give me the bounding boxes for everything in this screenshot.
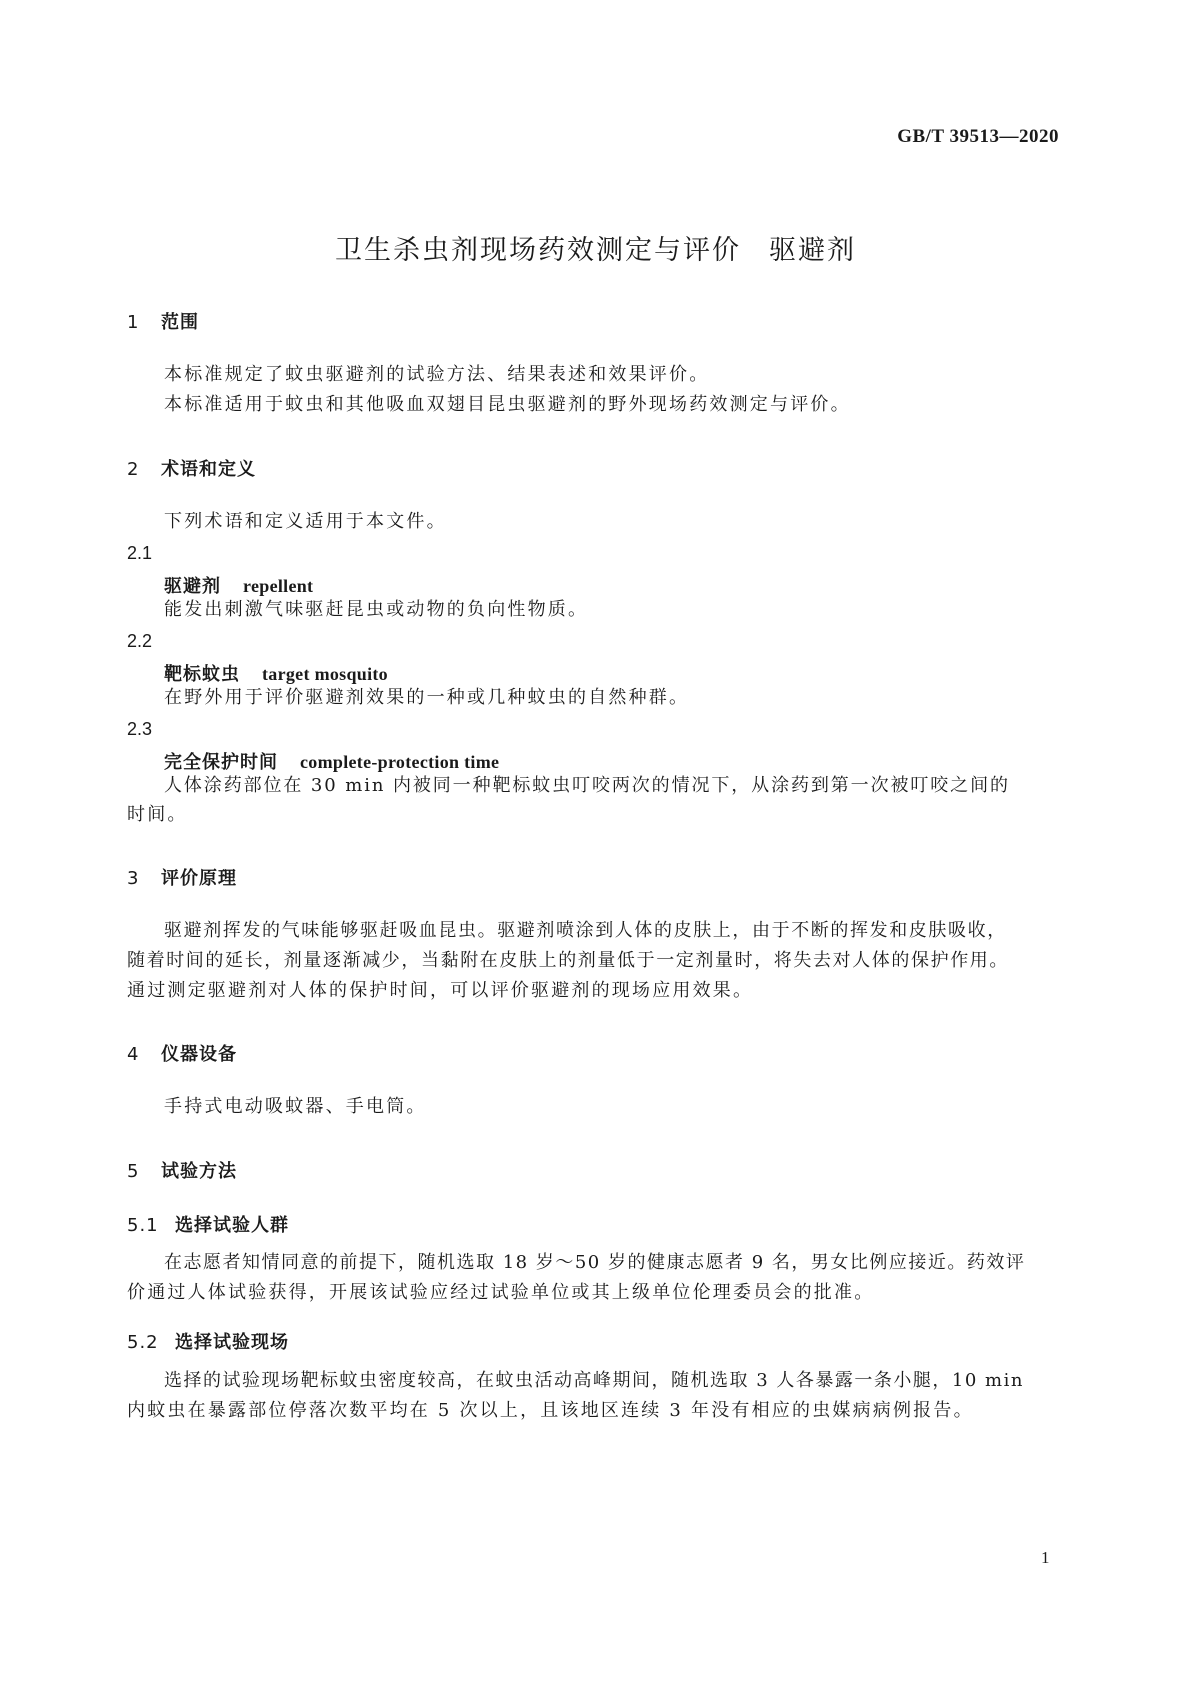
term-2-3: 完全保护时间 complete-protection time	[164, 752, 500, 773]
section-3-line-2: 随着时间的延长，剂量逐渐减少，当黏附在皮肤上的剂量低于一定剂量时，将失去对人体的保护作用。	[127, 950, 1009, 971]
subsection-5-2-line-1: 选择的试验现场靶标蚊虫密度较高，在蚊虫活动高峰期间，随机选取 3 人各暴露一条小腿，10 min	[164, 1370, 1024, 1391]
term-2-2-definition: 在野外用于评价驱避剂效果的一种或几种蚊虫的自然种群。	[164, 687, 690, 708]
term-2-2: 靶标蚊虫 target mosquito	[164, 664, 388, 685]
term-2-1: 驱避剂 repellent	[164, 576, 314, 597]
subsection-5-1-line-1: 在志愿者知情同意的前提下，随机选取 18 岁～50 岁的健康志愿者 9 名，男女比例应接近。药效评	[164, 1252, 1026, 1273]
section-4-paragraph: 手持式电动吸蚊器、手电筒。	[164, 1096, 427, 1117]
subsection-5-1-line-2: 价通过人体试验获得，开展该试验应经过试验单位或其上级单位伦理委员会的批准。	[127, 1282, 875, 1303]
term-2-2-number: 2.2	[127, 631, 153, 651]
term-2-3-definition-line-2: 时间。	[127, 804, 188, 825]
page-number: 1	[1041, 1548, 1050, 1567]
section-3-line-3: 通过测定驱避剂对人体的保护时间，可以评价驱避剂的现场应用效果。	[127, 980, 754, 1001]
section-5-heading: 5 试验方法	[127, 1161, 237, 1182]
standard-number: GB/T 39513—2020	[897, 126, 1059, 147]
term-2-1-number: 2.1	[127, 543, 153, 563]
term-2-3-definition-line-1: 人体涂药部位在 30 min 内被同一种靶标蚊虫叮咬两次的情况下，从涂药到第一次被叮咬之间的	[164, 775, 1010, 796]
section-1-paragraph-1: 本标准规定了蚊虫驱避剂的试验方法、结果表述和效果评价。	[164, 364, 710, 385]
subsection-5-2-heading: 5.2 选择试验现场	[127, 1332, 289, 1353]
section-4-heading: 4 仪器设备	[127, 1044, 237, 1065]
section-2-intro: 下列术语和定义适用于本文件。	[164, 511, 447, 532]
title-sub: 驱避剂	[769, 235, 856, 266]
document-title	[0, 228, 1191, 267]
section-1-paragraph-2: 本标准适用于蚊虫和其他吸血双翅目昆虫驱避剂的野外现场药效测定与评价。	[164, 394, 851, 415]
subsection-5-1-heading: 5.1 选择试验人群	[127, 1215, 289, 1236]
title-main: 卫生杀虫剂现场药效测定与评价	[335, 235, 741, 266]
section-1-heading: 1 范围	[127, 312, 199, 333]
section-2-heading: 2 术语和定义	[127, 459, 256, 480]
subsection-5-2-line-2: 内蚊虫在暴露部位停落次数平均在 5 次以上，且该地区连续 3 年没有相应的虫媒病病例报告。	[127, 1400, 974, 1421]
section-3-line-1: 驱避剂挥发的气味能够驱赶吸血昆虫。驱避剂喷涂到人体的皮肤上，由于不断的挥发和皮肤吸收，	[164, 920, 1007, 941]
section-3-heading: 3 评价原理	[127, 868, 237, 889]
term-2-3-number: 2.3	[127, 719, 153, 739]
term-2-1-definition: 能发出刺激气味驱赶昆虫或动物的负向性物质。	[164, 599, 589, 620]
